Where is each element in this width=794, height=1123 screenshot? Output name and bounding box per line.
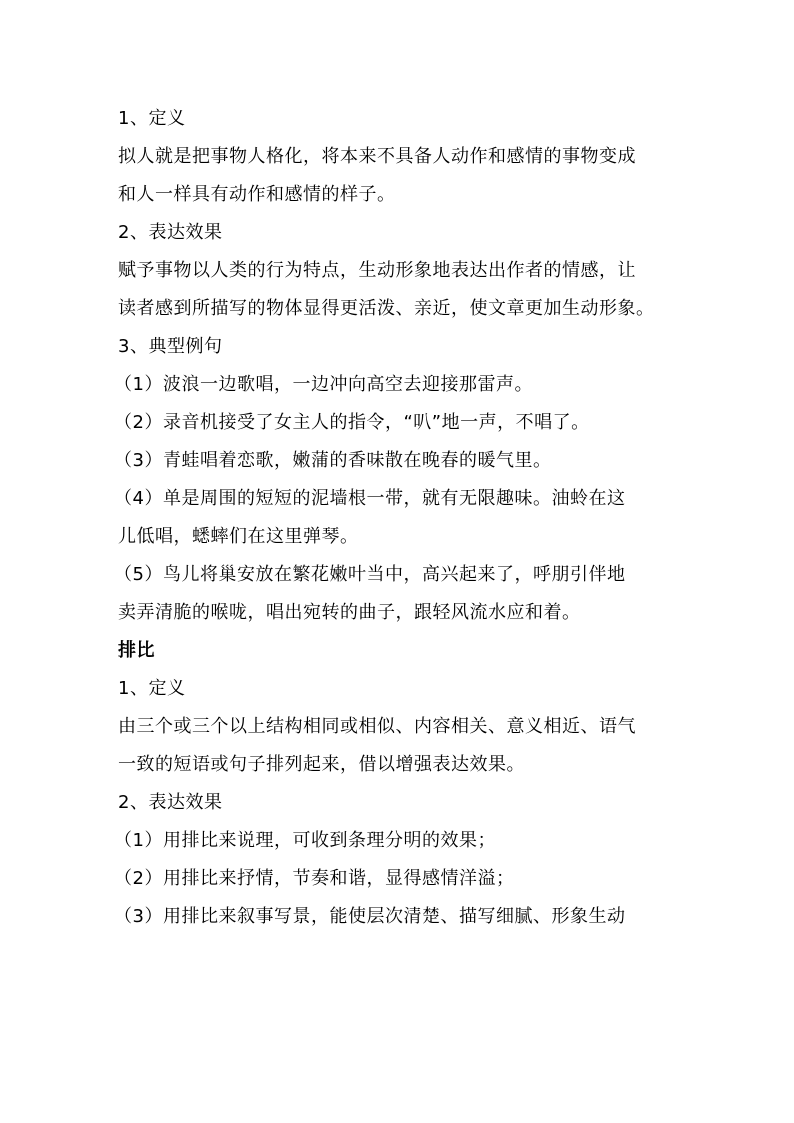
example-line-6: （5）鸟儿将巢安放在繁花嫩叶当中，高兴起来了，呼朋引伴地: [114, 564, 626, 585]
document-page: [114, 100, 678, 936]
definition-text-line-1: 拟人就是把事物人格化，将本来不具备人动作和感情的事物变成: [118, 146, 636, 167]
example-line-7: 卖弄清脆的喉咙，唱出宛转的曲子，跟轻风流水应和着。: [118, 602, 581, 623]
example-line-5: 儿低唱，蟋蟀们在这里弹琴。: [118, 526, 359, 547]
section-title-paibi: 排比: [118, 640, 155, 661]
effect-text-line-2: 读者感到所描写的物体显得更活泼、亲近，使文章更加生动形象。: [118, 298, 655, 319]
example-line-1: （1）波浪一边歌唱，一边冲向高空去迎接那雷声。: [114, 374, 533, 395]
example-line-4: （4）单是周围的短短的泥墙根一带，就有无限趣味。油蛉在这: [114, 488, 626, 509]
paibi-effect-heading: 2、表达效果: [118, 792, 223, 813]
paibi-effect-item-2: （2）用排比来抒情，节奏和谐，显得感情洋溢；: [114, 868, 515, 889]
effect-text-line-1: 赋予事物以人类的行为特点，生动形象地表达出作者的情感，让: [118, 260, 636, 281]
paibi-effect-item-1: （1）用排比来说理，可收到条理分明的效果；: [114, 830, 496, 851]
example-line-2: （2）录音机接受了女主人的指令，“叭”地一声，不唱了。: [114, 412, 590, 433]
example-line-3: （3）青蛙唱着恋歌，嫩蒲的香味散在晚春的暖气里。: [114, 450, 552, 471]
definition-text-line-2: 和人一样具有动作和感情的样子。: [118, 184, 396, 205]
effect-heading: 2、表达效果: [118, 222, 223, 243]
definition-heading: 1、定义: [118, 108, 186, 129]
paibi-definition-heading: 1、定义: [118, 678, 186, 699]
paibi-definition-line-2: 一致的短语或句子排列起来，借以增强表达效果。: [118, 754, 525, 775]
paibi-effect-item-3: （3）用排比来叙事写景，能使层次清楚、描写细腻、形象生动: [114, 906, 626, 927]
paibi-definition-line-1: 由三个或三个以上结构相同或相似、内容相关、意义相近、语气: [118, 716, 636, 737]
examples-heading: 3、典型例句: [118, 336, 223, 357]
